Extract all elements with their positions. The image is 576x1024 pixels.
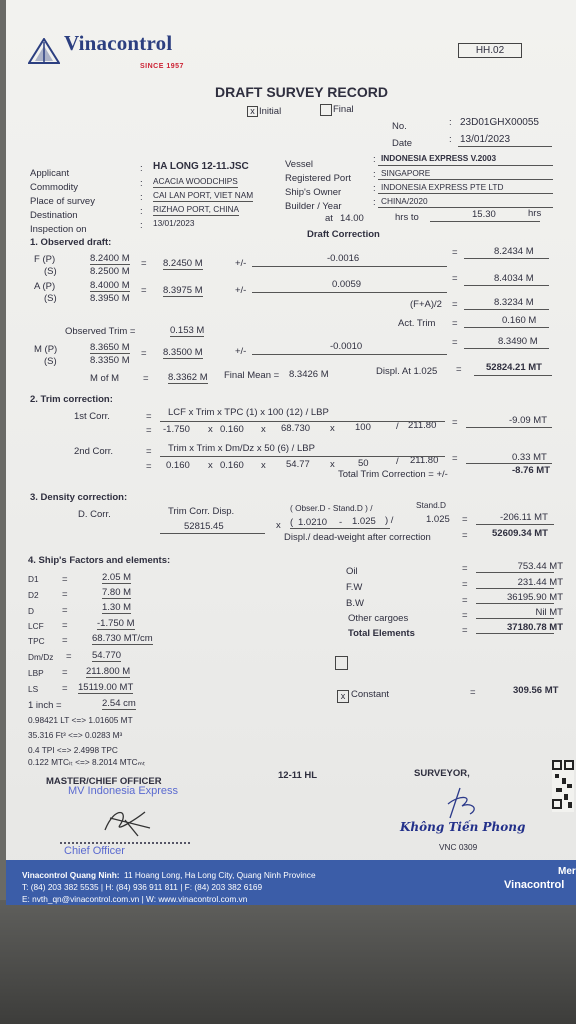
factor-key: LBP (28, 668, 44, 678)
factor-value: 7.80 M (102, 587, 132, 598)
tcd-label: Trim Corr. Disp. (168, 506, 235, 517)
a-corr: 0.0059 (332, 279, 362, 290)
c1-100: 100 (355, 422, 371, 433)
std-d-value: 1.025 (352, 516, 376, 527)
company-since: SINCE 1957 (140, 63, 184, 70)
c2-x: x (208, 460, 213, 471)
c1-label: 1st Corr. (74, 411, 110, 422)
owner-label: Ship's Owner (285, 187, 342, 198)
place-label: Place of survey (30, 196, 95, 207)
builder-value: CHINA/2020 (381, 196, 428, 206)
inspection-value: 13/01/2023 (153, 218, 195, 228)
c2-x3: x (330, 459, 335, 470)
no-value: 23D01GHX00055 (460, 117, 539, 128)
c2-label: 2nd Corr. (74, 446, 114, 457)
conversion-mtc: 0.122 MTCₗₜ <=> 8.2014 MTCₘₜ (28, 757, 146, 767)
m-result: 8.3490 M (498, 336, 538, 347)
as-value: 8.3950 M (90, 293, 130, 304)
surveyor-code: VNC 0309 (439, 842, 478, 852)
displ-dw-label: Displ./ dead-weight after correction (284, 532, 431, 543)
c1-x: x (208, 424, 213, 435)
ms-label: (S) (44, 356, 57, 367)
owner-value: INDONESIA EXPRESS PTE LTD (381, 182, 504, 192)
background-surface (0, 900, 576, 1024)
fp-label: F (P) (34, 254, 56, 265)
oil-label: Oil (346, 566, 358, 577)
surveyor-label: SURVEYOR, (414, 768, 470, 779)
as-label: (S) (44, 293, 57, 304)
total-trim-value: -8.76 MT (512, 465, 551, 476)
trim-heading: 2. Trim correction: (30, 394, 113, 405)
ap-value: 8.4000 M (90, 280, 130, 291)
factor-value: 1.30 M (102, 602, 132, 613)
ship-stamp: MV Indonesia Express (68, 785, 179, 797)
act-trim-value: 0.160 M (502, 315, 537, 326)
draft-correction-heading: Draft Correction (307, 229, 380, 240)
bw-value: 36195.90 MT (507, 592, 563, 603)
ap-label: A (P) (34, 281, 56, 292)
footer-phones: T: (84) 203 382 5535 | H: (84) 936 911 811 | F: (84) 203 382 6169 (22, 882, 263, 892)
fs-label: (S) (44, 266, 57, 277)
final-checkbox[interactable] (320, 104, 332, 116)
mofm-value: 8.3362 M (168, 372, 208, 383)
ms-value: 8.3350 M (90, 355, 130, 366)
at-value: 14.00 (340, 213, 364, 224)
constant-label: Constant (351, 689, 390, 700)
m-mean: 8.3500 M (163, 347, 203, 358)
factor-key: D (28, 606, 34, 616)
vessel-value: INDONESIA EXPRESS V.2003 (381, 153, 497, 163)
eq-sign: = (452, 318, 458, 329)
c2-dmdz: 54.77 (286, 459, 310, 470)
hrs-to-label: hrs to (395, 212, 419, 223)
factor-value: 68.730 MT/cm (92, 633, 153, 644)
factor-value: 2.05 M (102, 572, 132, 583)
inch-label: 1 inch = (28, 700, 62, 711)
blank-checkbox[interactable] (335, 656, 348, 670)
fa2-label: (F+A)/2 (410, 299, 442, 310)
inspection-label: Inspection on (30, 224, 87, 235)
fw-value: 231.44 MT (517, 577, 563, 588)
factor-key: TPC (28, 636, 45, 646)
m-pm: +/- (235, 346, 247, 357)
obs-trim-value: 0.153 M (170, 325, 205, 336)
c2-result: 0.33 MT (512, 452, 547, 463)
hrs-label: hrs (528, 208, 542, 219)
obs-d-value: 1.0210 (298, 517, 328, 528)
no-label: No. (392, 121, 407, 132)
displ-dw-value: 52609.34 MT (492, 528, 548, 539)
eq-sign: = (452, 247, 458, 258)
mofm-label: M of M (90, 373, 120, 384)
c1-x2: x (261, 424, 266, 435)
footer-bar (6, 860, 576, 905)
c1-tpc: 68.730 (281, 423, 311, 434)
footer-web: E: nvth_qn@vinacontrol.com.vn | W: www.vinacontrol.com.vn (22, 894, 248, 904)
c1-slash: / (396, 421, 399, 432)
builder-label: Builder / Year (285, 201, 342, 212)
factor-key: Dm/Dz (28, 652, 54, 662)
initial-label: Initial (259, 106, 282, 117)
displ-label: Displ. At 1.025 (376, 366, 438, 377)
act-trim-label: Act. Trim (398, 318, 436, 329)
f-result: 8.2434 M (494, 246, 534, 257)
fa2-value: 8.3234 M (494, 297, 534, 308)
c2-formula: Trim x Trim x Dm/Dz x 50 (6) / LBP (168, 443, 315, 454)
surveyor-name: Không Tiến Phong (400, 820, 526, 834)
c2-trim2: 0.160 (220, 460, 244, 471)
vinacontrol-logo-icon (28, 38, 60, 64)
c1-x3: x (330, 423, 335, 434)
factor-key: LS (28, 684, 39, 694)
tcd-value: 52815.45 (184, 521, 224, 532)
applicant-value: HA LONG 12-11.JSC (153, 161, 249, 172)
c2-50: 50 (358, 458, 369, 469)
page-title: DRAFT SURVEY RECORD (215, 84, 388, 100)
total-trim-label: Total Trim Correction = +/- (338, 469, 448, 480)
factor-key: D1 (28, 574, 39, 584)
std-d-value2: 1.025 (426, 514, 450, 525)
f-mean: 8.2450 M (163, 258, 203, 269)
vessel-label: Vessel (285, 159, 313, 170)
c2-slash: / (396, 456, 399, 467)
obs-trim-label: Observed Trim = (65, 326, 136, 337)
other-label: Other cargoes (348, 613, 409, 624)
eq-sign: = (452, 299, 458, 310)
observed-heading: 1. Observed draft: (30, 237, 112, 248)
initial-checkbox[interactable]: x (247, 106, 258, 117)
c1-formula: LCF x Trim x TPC (1) x 100 (12) / LBP (168, 407, 329, 418)
mp-value: 8.3650 M (90, 342, 130, 353)
inch-value: 2.54 cm (102, 698, 136, 709)
port-value: SINGAPORE (381, 168, 431, 178)
c1-trim: 0.160 (220, 424, 244, 435)
c1-lbp: 211.80 (408, 420, 437, 431)
footer-brand: Vinacontrol (504, 879, 565, 891)
eq-sign: = (452, 273, 458, 284)
a-pm: +/- (235, 285, 247, 296)
footer-address: 11 Hoang Long, Ha Long City, Quang Ninh Province (124, 870, 316, 880)
eq-sign: = (456, 364, 462, 375)
master-label: MASTER/CHIEF OFFICER (46, 776, 162, 787)
date-label: Date (392, 138, 413, 149)
footer-branch: Vinacontrol Quang Ninh: (22, 870, 120, 880)
constant-checkbox[interactable]: x (337, 690, 349, 703)
middle-ref: 12-11 HL (278, 770, 318, 781)
dcorr-label: D. Corr. (78, 509, 111, 520)
stand-d-label: Stand.D (416, 500, 446, 510)
final-mean-label: Final Mean = (224, 370, 280, 381)
commodity-value: ACACIA WOODCHIPS (153, 176, 238, 186)
final-label: Final (333, 104, 354, 115)
conversion-ft3: 35.316 Ft³ <=> 0.0283 M³ (28, 730, 123, 740)
bw-label: B.W (346, 598, 364, 609)
c2-x2: x (261, 460, 266, 471)
destination-value: RIZHAO PORT, CHINA (153, 204, 240, 214)
place-value: CAI LAN PORT, VIET NAM (153, 190, 254, 200)
factor-value: -1.750 M (97, 618, 135, 629)
surveyor-signature-icon (430, 784, 490, 820)
total-elements-value: 37180.78 MT (507, 622, 563, 633)
eq-sign: = (143, 373, 149, 384)
factors-heading: 4. Ship's Factors and elements: (28, 555, 171, 566)
conversion-lt: 0.98421 LT <=> 1.01605 MT (28, 715, 133, 725)
m-corr: -0.0010 (330, 341, 363, 352)
port-label: Registered Port (285, 173, 352, 184)
other-value: Nil MT (535, 607, 563, 618)
density-formula: ( Obser.D - Stand.D ) / (290, 503, 373, 513)
c2-lbp: 211.80 (410, 455, 439, 466)
c1-result: -9.09 MT (509, 415, 548, 426)
factor-value: 211.800 M (86, 666, 131, 677)
factor-key: LCF (28, 621, 44, 631)
mp-label: M (P) (34, 344, 58, 355)
to-value: 15.30 (472, 209, 496, 220)
oil-value: 753.44 MT (517, 561, 563, 572)
f-corr: -0.0016 (327, 253, 360, 264)
at-label: at (325, 213, 333, 224)
fp-value: 8.2400 M (90, 253, 130, 264)
footer-brand-cut: Mer (558, 866, 576, 877)
factor-key: D2 (28, 590, 39, 600)
applicant-label: Applicant (30, 168, 70, 179)
factor-value: 54.770 (92, 650, 122, 661)
density-x: x (276, 520, 281, 531)
density-heading: 3. Density correction: (30, 492, 128, 503)
chief-officer-stamp: Chief Officer (64, 845, 125, 857)
c1-lcf: -1.750 (163, 424, 190, 435)
company-name: Vinacontrol (64, 31, 173, 55)
conversion-tpi: 0.4 TPI <=> 2.4998 TPC (28, 745, 118, 755)
fs-value: 8.2500 M (90, 266, 130, 277)
officer-signature-icon (90, 800, 170, 840)
destination-label: Destination (30, 210, 78, 221)
total-elements-label: Total Elements (348, 628, 415, 639)
c2-trim: 0.160 (166, 460, 190, 471)
density-result: -206.11 MT (500, 512, 548, 523)
qr-code-icon (552, 760, 574, 812)
commodity-label: Commodity (30, 182, 79, 193)
displ-value: 52824.21 MT (486, 362, 542, 373)
factor-value: 15119.00 MT (78, 682, 134, 693)
constant-value: 309.56 MT (513, 685, 559, 696)
a-mean: 8.3975 M (163, 285, 203, 296)
final-mean-value: 8.3426 M (289, 369, 329, 380)
doc-code: HH.02 (458, 43, 522, 58)
date-value: 13/01/2023 (460, 134, 511, 145)
eq-sign: = (452, 337, 458, 348)
f-pm: +/- (235, 258, 247, 269)
fw-label: F.W (346, 582, 363, 593)
a-result: 8.4034 M (494, 273, 534, 284)
